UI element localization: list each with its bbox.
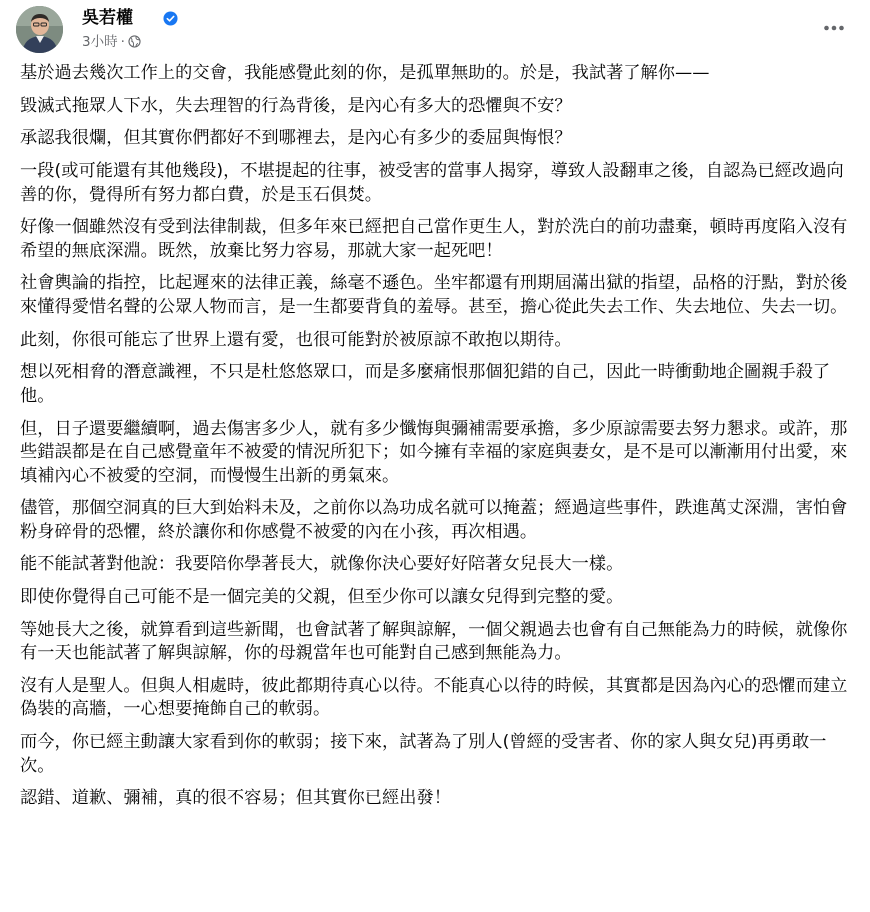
post-paragraph: 而今，你已經主動讓大家看到你的軟弱；接下來，試著為了別人(曾經的受害者、你的家人與女兒)再勇敢一次。 xyxy=(20,732,827,776)
post-header xyxy=(16,6,854,54)
post-paragraph: 但，日子還要繼續啊，過去傷害多少人，就有多少懺悔與彌補需要承擔，多少原諒需要去努力懇求。或許，那些錯誤都是在自己感覺童年不被愛的情況所犯下；如今擁有幸福的家庭與妻女，是不是可以漸漸用付出愛，來填補內心不被愛的空洞，而慢慢生出新的勇氣來。 xyxy=(20,418,848,486)
post-paragraph: 想以死相脅的潛意識裡，不只是杜悠悠眾口，而是多麼痛恨那個犯錯的自己，因此一時衝動地企圖親手殺了他。 xyxy=(20,362,831,406)
post-paragraph: 毀滅式拖眾人下水，失去理智的行為背後，是內心有多大的恐懼與不安？ xyxy=(20,95,572,116)
verified-badge-icon xyxy=(163,11,178,26)
post-paragraph: 儘管，那個空洞真的巨大到始料未及，之前你以為功成名就可以掩蓋；經過這些事件，跌進萬丈深淵，害怕會粉身碎骨的恐懼，終於讓你和你感覺不被愛的內在小孩，再次相遇。 xyxy=(20,498,848,542)
post-paragraph: 基於過去幾次工作上的交會，我能感覺此刻的你，是孤單無助的。於是，我試著了解你—— xyxy=(20,63,710,83)
post-paragraph: 一段(或可能還有其他幾段)，不堪提起的往事，被受害的當事人揭穿，導致人設翻車之後，自認為已經改過向善的你，覺得所有努力都白費，於是玉石俱焚。 xyxy=(20,161,844,205)
post-paragraph: 即使你覺得自己可能不是一個完美的父親，但至少你可以讓女兒得到完整的愛。 xyxy=(20,587,624,608)
post-timestamp[interactable]: 3小時 xyxy=(82,34,118,50)
globe-icon[interactable] xyxy=(128,35,141,48)
author-avatar[interactable] xyxy=(16,6,63,53)
meta-separator: · xyxy=(120,34,125,50)
post-paragraph: 承認我很爛，但其實你們都好不到哪裡去，是內心有多少的委屈與悔恨？ xyxy=(20,128,572,149)
post-paragraph: 社會輿論的指控，比起遲來的法律正義，絲毫不遜色。坐牢都還有刑期屆滿出獄的指望，品格的汙點，對於後來懂得愛惜名聲的公眾人物而言，是一生都要背負的羞辱。甚至，擔心從此失去工作、失去地位、失去一切。 xyxy=(20,273,848,317)
post-paragraph: 沒有人是聖人。但與人相處時，彼此都期待真心以待。不能真心以待的時候，其實都是因為內心的恐懼而建立偽裝的高牆，一心想要掩飾自己的軟弱。 xyxy=(20,675,848,720)
post-paragraph: 認錯、道歉、彌補，真的很不容易；但其實你已經出發！ xyxy=(20,788,451,809)
post-paragraph: 能不能試著對他說：我要陪你學著長大，就像你決心要好好陪著女兒長大一樣。 xyxy=(20,554,624,575)
post-options-button[interactable] xyxy=(816,10,852,46)
more-dots-icon xyxy=(823,24,845,32)
post-paragraph: 好像一個雖然沒有受到法律制裁，但多年來已經把自己當作更生人，對於洗白的前功盡棄，頓時再度陷入沒有希望的無底深淵。既然，放棄比努力容易，那就大家一起死吧！ xyxy=(20,217,848,261)
post-paragraph: 等她長大之後，就算看到這些新聞，也會試著了解與諒解，一個父親過去也會有自己無能為力的時候，就像你有一天也能試著了解與諒解，你的母親當年也可能對自己感到無能為力。 xyxy=(20,619,848,664)
post-body xyxy=(20,62,852,820)
post-paragraph: 此刻，你很可能忘了世界上還有愛，也很可能對於被原諒不敢抱以期待。 xyxy=(20,329,572,350)
author-name[interactable]: 吳若權 xyxy=(82,8,133,28)
post-meta xyxy=(82,33,141,51)
